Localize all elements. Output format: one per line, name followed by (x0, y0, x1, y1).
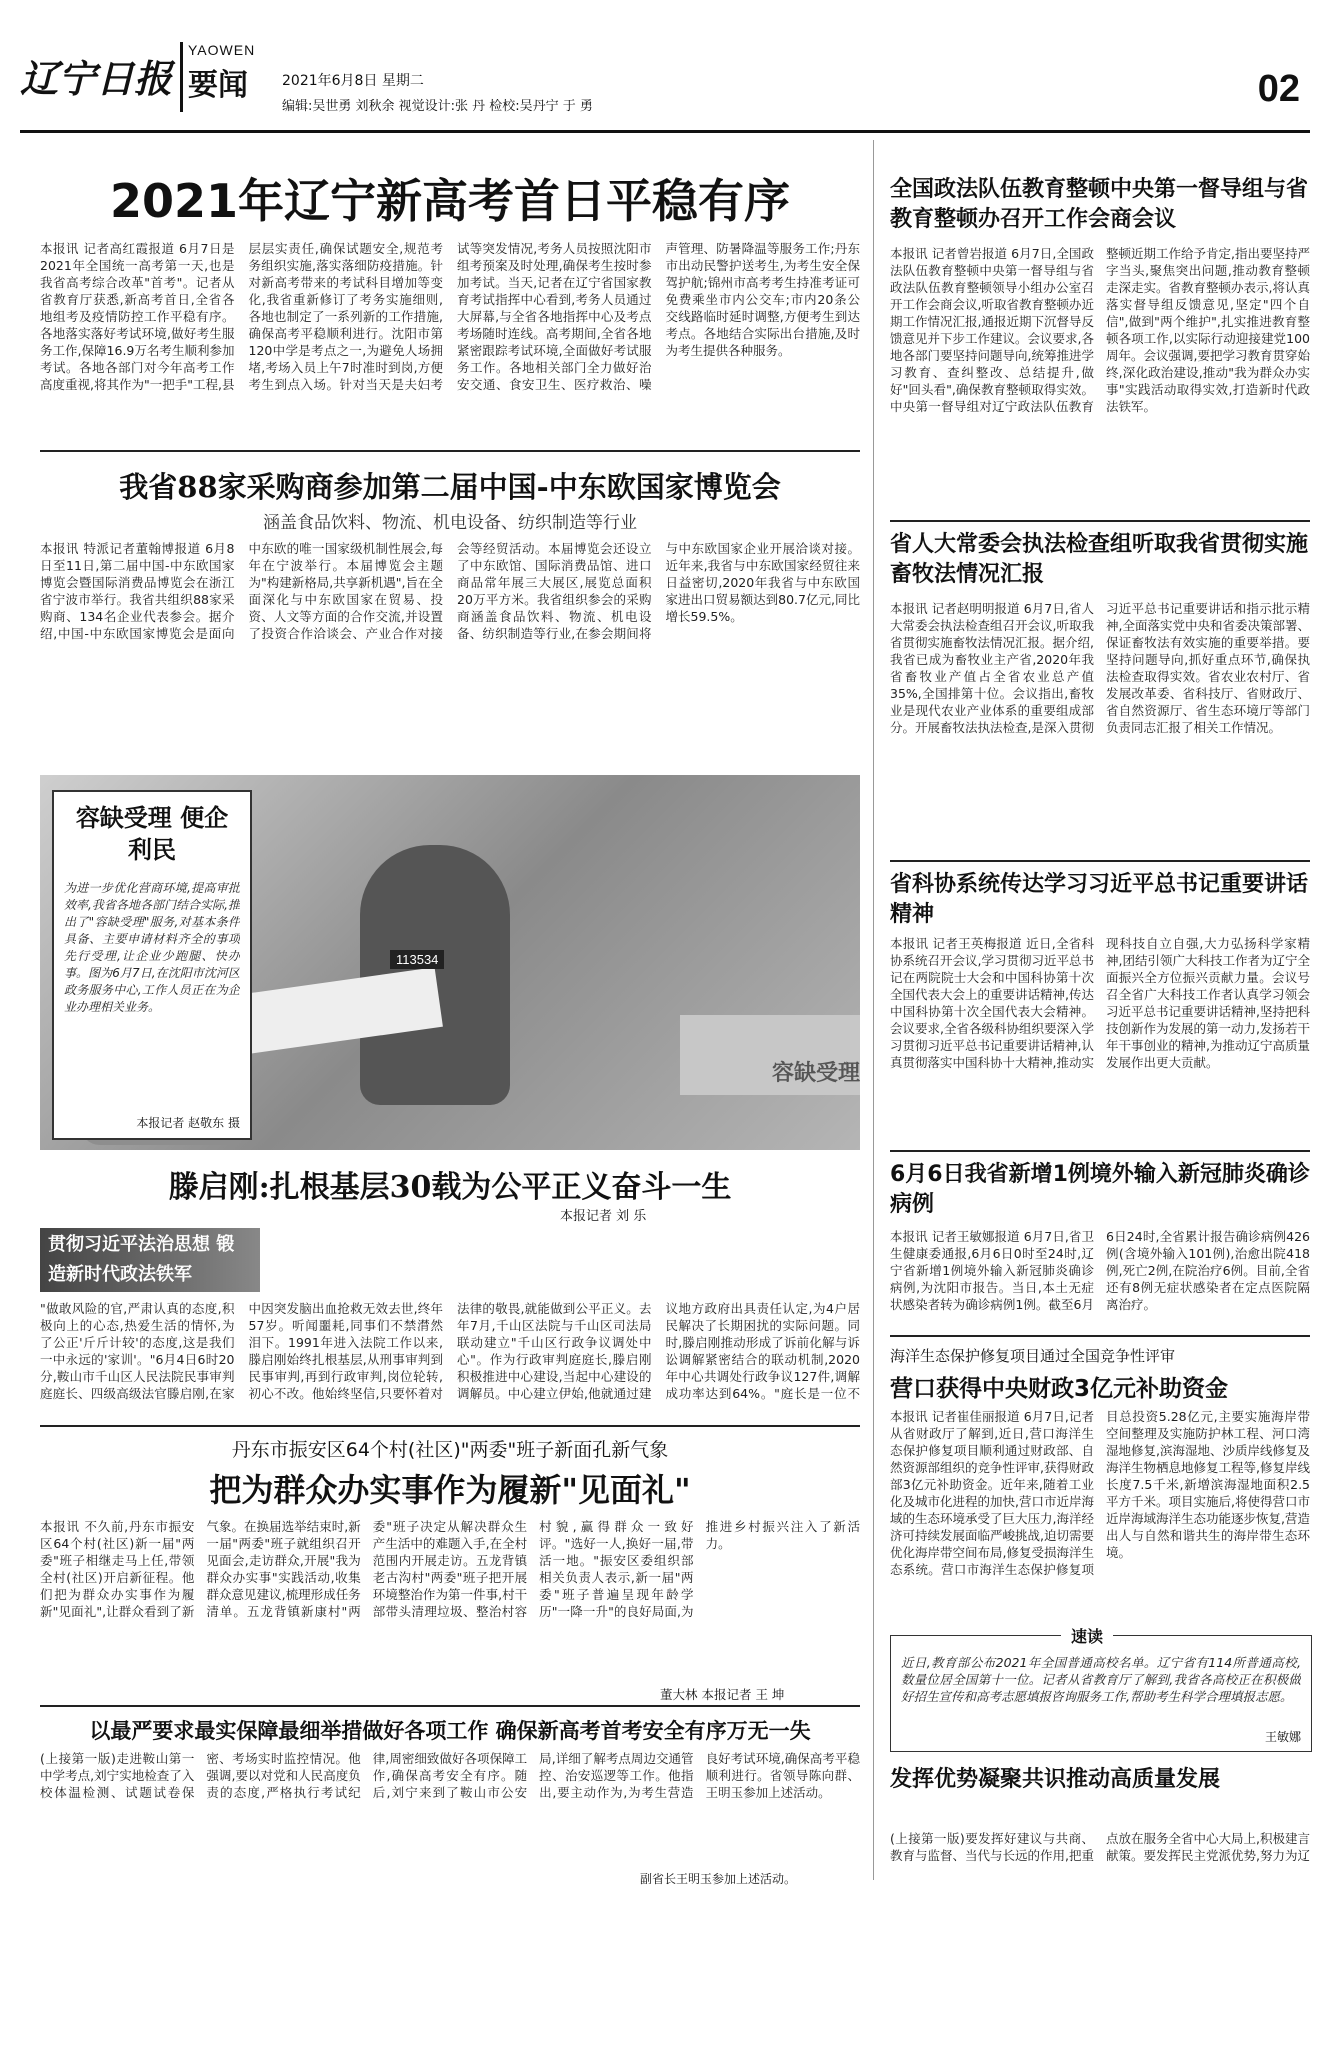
quick-read-text: 近日,教育部公布2021年全国普通高校名单。辽宁省有114所普通高校,数量位居全国第十一位。记者从省教育厅了解到,我省各高校正在积极做好招生宣传和高考志愿填报咨询服务工作,帮助考生科学合理填报志愿。 (901, 1655, 1301, 1704)
article-separator (890, 860, 1310, 862)
article-headline-consensus: 发挥优势凝聚共识推动高质量发展 (890, 1767, 1221, 1792)
article-body-gaokao: 本报讯 记者高红霞报道 6月7日是2021年全国统一高考第一天,也是我省高考综合改革"首考"。记者从省教育厅获悉,新高考首日,全省各地组考及疫情防控工作平稳有序。各地落实落好考试环境,做好考生服务工作,保障16.9万名考生顺利参加考试。各地各部门对今年高考工作高度重视,将其作为"一把手"工程,县层层实责任,确保试题安全,规范考务组织实施,落实落细防疫措施。针对新高考带来的考试科目增加等变化,我省重新修订了考务实施细则,各地也制定了一系列新的工作措施,确保高考平稳顺利进行。沈阳市第120中学是考点之一,为避免人场拥堵,考场入员上午7时准时到岗,方便考生到点入场。针对当天是夫妇考试等突发情况,考务人员按照沈阳市组考预案及时处理,确保考生按时参加考试。当天,记者在辽宁省国家教育考试指挥中心看到,考务人员通过大屏幕,与全省各地指挥中心及考点考场随时连线。高考期间,全省各地紧密跟踪考试环境,全面做好考试服务工作。各地相关部门全力做好治安交通、食安卫生、医疗救治、噪声管理、防暑降温等服务工作;丹东市出动民警护送考生,为考生安全保驾护航;锦州市高考考生持准考证可免费乘坐市内公交车;市内20条公交线路临时延时调整,方便考生到达考点。各地结合实际出台措施,及时为考生提供各种服务。 (40, 241, 860, 392)
newspaper-logo: 辽宁日报 (20, 56, 173, 101)
article-headline-sast: 省科协系统传达学习习近平总书记重要讲话精神 (890, 872, 1309, 927)
article-separator (890, 1150, 1310, 1152)
article-body-exam-security: (上接第一版)走进鞍山第一中学考点,刘宁实地检查了入校体温检测、试题试卷保密、考场实时监控情况。他强调,要以对党和人民高度负责的态度,严格执行考试纪律,周密细致做好各项保障工作,确保高考安全有序。随后,刘宁来到了鞍山市公安局,详细了解考点周边交通管控、治安巡逻等工作。他指出,要主动作为,为考生营造良好考试环境,确保高考平稳顺利进行。省领导陈向群、王明玉参加上述活动。 (40, 1751, 860, 1800)
article-body-dandong: 本报讯 不久前,丹东市振安区64个村(社区)新一届"两委"班子相继走马上任,带领全村(社区)开启新征程。他们把为群众办实事作为履新"见面礼",让群众看到了新气象。在换届选举结束时,新一届"两委"班子就组织召开见面会,走访群众,开展"我为群众办实事"实践活动,收集群众意见建议,梳理形成任务清单。五龙背镇新康村"两委"班子决定从解决群众生产生活中的难题入手,在全村范围内开展走访。五龙背镇老古沟村"两委"班子把开展环境整治作为第一件事,村干部带头清理垃圾、整治村容村貌,赢得群众一致好评。"选好一人,换好一届,带活一地。"振安区委组织部相关负责人表示,新一届"两委"班子普遍呈现年龄学历"一降一升"的良好局面,为推进乡村振兴注入了新活力。 (40, 1519, 860, 1619)
article-body-supervision: 本报讯 记者曾岩报道 6月7日,全国政法队伍教育整顿中央第一督导组与省政法队伍教育整顿领导小组办公室召开工作会商会议,听取省教育整顿办近期工作情况汇报,通报近期下沉督导反馈意见并下步工作建议。会议要求,各地各部门要坚持问题导向,统筹推进学习教育、查纠整改、总结提升,做好"回头看",确保教育整顿取得实效。中央第一督导组对辽宁政法队伍教育整顿近期工作给予肯定,指出要坚持严字当头,聚焦突出问题,推动教育整顿走深走实。省教育整顿办表示,将认真落实督导组反馈意见,坚定"四个自信",做到"两个维护",扎实推进教育整顿各项工作,以实际行动迎接建党100周年。会议强调,要把学习教育贯穿始终,深化政治建设,推动"我为群众办实事"实践活动取得实效,打造新时代政法铁军。 (890, 246, 1310, 414)
article-subtitle-expo: 涵盖食品饮料、物流、机电设备、纺织制造等行业 (263, 513, 637, 533)
article-byline-tengqigang: 本报记者 刘 乐 (560, 1209, 647, 1224)
article-separator (40, 1425, 860, 1427)
publication-date: 2021年6月8日 星期二 (282, 73, 424, 89)
article-separator (40, 450, 860, 452)
photo-box-title: 容缺受理 便企利民 (75, 803, 229, 864)
photo-caption-text: 为进一步优化营商环境,提高审批效率,我省各地各部门结合实际,推出了"容缺受理"服务,对基本条件具备、主要申请材料齐全的事项先行受理,让企业少跑腿、快办事。图为6月7日,在沈阳市沈河区政务服务中心,工作人员正在为企业办理相关业务。 (64, 881, 240, 1014)
section-name-en: YAOWEN (188, 42, 256, 58)
photo-sign-text: 容缺受理 (771, 1061, 860, 1086)
article-body-tengqigang: "做敢风险的官,严肃认真的态度,积极向上的心态,热爱生活的情怀,为了公正'斤斤计较'的态度,这是我们一中永远的'家训'。"6月4日6时20分,鞍山市千山区人民法院民事审判庭庭长、四级高级法官滕启刚,在家中因突发脑出血抢救无效去世,终年57岁。听闻噩耗,同事们不禁潸然泪下。1991年进入法院工作以来,滕启刚始终扎根基层,从刑事审判到民事审判,再到行政审判,岗位轮转,初心不改。他始终坚信,只要怀着对法律的敬畏,就能做到公平正义。去年7月,千山区法院与千山区司法局联动建立"千山区行政争议调处中心"。作为行政审判庭庭长,滕启刚积极推进中心建设,当起中心建设的调解员。中心建立伊始,他就通过建议地方政府出具责任认定,为4户居民解决了长期困扰的实际问题。同时,滕启刚推动形成了诉前化解与诉讼调解紧密结合的联动机制,2020年中心共调处行政争议127件,调解成功率达到64%。"庭长是一位不 (40, 1301, 860, 1401)
article-headline-yingkou: 营口获得中央财政3亿元补助资金 (890, 1376, 1229, 1402)
article-credit-exam-security: 副省长王明玉参加上述活动。 (640, 1872, 797, 1886)
article-body-expo: 本报讯 特派记者董翰博报道 6月8日至11日,第二届中国-中东欧国家博览会暨国际消费品博览会在浙江省宁波市举行。我省共组织88家采购商、134名企业代表参会。据介绍,中国-中东欧国家博览会是面向中东欧的唯一国家级机制性展会,每年在宁波举行。本届博览会主题为"构建新格局,共享新机遇",旨在全面深化与中东欧国家在贸易、投资、人文等方面的合作交流,并设置了投资合作洽谈会、产业合作对接会等经贸活动。本届博览会还设立了中东欧馆、国际消费品馆、进口商品常年展三大展区,展览总面积20万平方米。我省组织参会的采购商涵盖食品饮料、物流、机电设备、纺织制造等行业,在参会期间将与中东欧国家企业开展洽谈对接。近年来,我省与中东欧国家经贸往来日益密切,2020年我省与中东欧国家进出口贸易额达到80.7亿元,同比增长59.5%。 (40, 541, 860, 641)
column-divider (873, 140, 874, 1880)
article-headline-gaokao: 2021年辽宁新高考首日平稳有序 (109, 174, 791, 228)
section-name-cn: 要闻 (188, 68, 248, 103)
article-headline-dandong: 把为群众办实事作为履新"见面礼" (209, 1471, 691, 1509)
article-body-animal-husbandry: 本报讯 记者赵明明报道 6月7日,省人大常委会执法检查组召开会议,听取我省贯彻实施畜牧法情况汇报。据介绍,我省已成为畜牧业主产省,2020年我省畜牧业产值占全省农业总产值35%,全国排第十位。会议指出,畜牧业是现代农业产业体系的重要组成部分。开展畜牧法执法检查,是深入贯彻习近平总书记重要讲话和指示批示精神,全面落实党中央和省委决策部署、保证畜牧法有效实施的重要举措。要坚持问题导向,抓好重点环节,确保执法检查取得实效。省农业农村厅、省发展改革委、省科技厅、省财政厅、省自然资源厅、省生态环境厅等部门负责同志汇报了相关工作情况。 (890, 601, 1310, 735)
article-headline-animal-husbandry: 省人大常委会执法检查组听取我省贯彻实施畜牧法情况汇报 (890, 532, 1309, 587)
editors-line: 编辑:吴世勇 刘秋余 视觉设计:张 丹 检校:吴丹宁 于 勇 (282, 99, 593, 114)
quick-read-label: 速读 (1061, 1624, 1113, 1647)
article-headline-exam-security: 以最严要求最实保障最细举措做好各项工作 确保新高考首考安全有序万无一失 (89, 1719, 811, 1743)
article-body-consensus: (上接第一版)要发挥好建议与共商、教育与监督、当代与长远的作用,把重点放在服务全省中心大局上,积极建言献策。要发挥民主党派优势,努力为辽 (890, 1831, 1310, 1863)
page-number: 02 (1257, 68, 1300, 110)
quick-read-box (890, 1627, 1312, 1752)
article-kicker-yingkou: 海洋生态保护修复项目通过全国竞争性评审 (890, 1347, 1176, 1365)
article-body-sast: 本报讯 记者王英梅报道 近日,全省科协系统召开会议,学习贯彻习近平总书记在两院院士大会和中国科协第十次全国代表大会上的重要讲话精神,传达中国科协第十次全国代表大会精神。会议要求,全省各级科协组织要深入学习贯彻习近平总书记重要讲话精神,认真贯彻落实中国科协十大精神,推动实现科技自立自强,大力弘扬科学家精神,团结引领广大科技工作者为辽宁全面振兴全方位振兴贡献力量。会议号召全省广大科技工作者认真学习领会习近平总书记重要讲话精神,坚持把科技创新作为发展的第一动力,发扬若干年干事创业的精神,为推动辽宁高质量发展作出更大贡献。 (890, 936, 1310, 1070)
masthead (20, 20, 1310, 133)
article-separator (890, 1335, 1310, 1337)
quick-read-credit: 王敏娜 (1264, 1730, 1301, 1744)
photo-caption-box (52, 790, 252, 1140)
article-headline-covid: 6月6日我省新增1例境外输入新冠肺炎确诊病例 (890, 1162, 1310, 1217)
article-credit-dandong: 董大林 本报记者 王 坤 (660, 1687, 785, 1702)
article-kicker-dandong: 丹东市振安区64个村(社区)"两委"班子新面孔新气象 (231, 1439, 669, 1461)
article-separator (890, 520, 1310, 522)
column-banner: 贯彻习近平法治思想 锻造新时代政法铁军 (40, 1228, 260, 1292)
article-headline-supervision: 全国政法队伍教育整顿中央第一督导组与省教育整顿办召开工作会商会议 (890, 177, 1309, 232)
photo-sign (680, 1015, 860, 1095)
article-separator (40, 1705, 860, 1707)
article-headline-tengqigang: 滕启刚:扎根基层30载为公平正义奋斗一生 (168, 1170, 732, 1205)
photo-credit: 本报记者 赵敬东 摄 (136, 1116, 240, 1130)
photo-badge-number: 113534 (390, 950, 444, 969)
article-body-yingkou: 本报讯 记者崔佳丽报道 6月7日,记者从省财政厅了解到,近日,营口海洋生态保护修复项目顺利通过财政部、自然资源部组织的竞争性评审,获得财政部3亿元补助资金。近年来,随着工业化及城市化进程的加快,营口市近岸海域的生态环境承受了巨大压力,海洋经济可持续发展面临严峻挑战,迫切需要优化海岸带空间布局,修复受损海洋生态系统。营口市海洋生态保护修复项目总投资5.28亿元,主要实施海岸带空间整理及实施防护林工程、河口湾湿地修复,滨海湿地、沙质岸线修复及海洋生物栖息地修复工程等,修复岸线长度7.5千米,新增滨海湿地面积2.5平方千米。项目实施后,将使得营口市近岸海域海洋生态功能逐步恢复,营造出人与自然和谐共生的海岸带生态环境。 (890, 1409, 1310, 1577)
section-divider (180, 42, 183, 112)
article-body-covid: 本报讯 记者王敏娜报道 6月7日,省卫生健康委通报,6月6日0时至24时,辽宁省新增1例境外输入新冠肺炎确诊病例,为沈阳市报告。当日,本土无症状感染者转为确诊病例1例。截至6月6日24时,全省累计报告确诊病例426例(含境外输入101例),治愈出院418例,死亡2例,在院治疗6例。目前,全省还有8例无症状感染者在定点医院隔离治疗。 (890, 1229, 1310, 1312)
article-headline-expo: 我省88家采购商参加第二届中国-中东欧国家博览会 (119, 470, 781, 504)
